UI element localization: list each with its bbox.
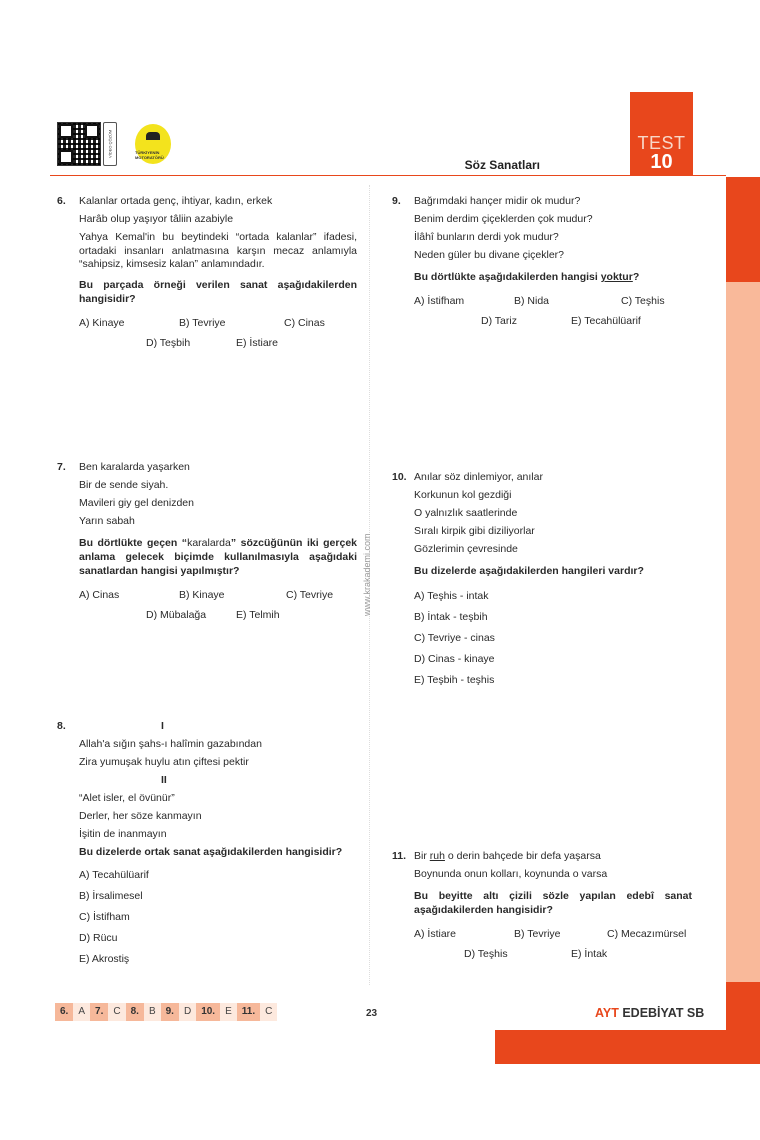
option-e[interactable]: E) Tecahülüarif [571,315,641,327]
side-band-light [726,282,760,982]
verse-text: o derin bahçede bir defa yaşarsa [444,850,601,862]
section-title: Söz Sanatları [464,158,540,172]
book-prefix: AYT [595,1006,619,1020]
book-title [595,1006,704,1020]
question-number: 11. [392,850,407,862]
question-number: 8. [57,720,66,732]
verse-line [414,847,692,865]
question-stem [414,270,692,284]
option-d[interactable]: D) Teşhis [464,948,508,960]
footer-band [495,1030,760,1064]
verse-line: Benim derdim çiçeklerden çok mudur? [414,213,593,225]
verse-line: Derler, her söze kanmayın [79,810,202,822]
publisher-badge-icon [135,124,171,164]
side-band-dark [726,177,760,282]
option-d[interactable]: D) Teşbih [146,336,191,349]
stem-highlight: karalarda [187,537,231,549]
question-stem: Bu dizelerde ortak sanat aşağıdakilerden hangisidir? [79,846,343,858]
key-question-number: 9. [161,1003,179,1021]
option-c[interactable]: C) Mecazımürsel [607,928,687,940]
verse-line: Yarın sabah [79,515,135,527]
option-b[interactable]: B) İrsalimesel [79,890,143,902]
verse-line: Sıralı kirpik gibi diziliyorlar [414,525,535,537]
verse-line: Zira yumuşak huylu atın çiftesi pektir [79,756,249,768]
hat-icon [146,132,160,140]
key-answer: C [108,1003,125,1021]
key-answer: A [73,1003,90,1021]
option-c[interactable]: C) Teşhis [621,295,665,307]
option-b[interactable]: B) Nida [514,295,550,307]
qr-code-icon[interactable] [57,122,101,166]
option-e[interactable]: E) Telmih [236,609,280,621]
option-e[interactable]: E) Teşbih - teşhis [414,674,495,686]
question-number: 6. [57,195,66,207]
stem-text: Bu dörtlükte geçen “ [79,537,188,549]
key-question-number: 6. [55,1003,73,1021]
verse-line: Kalanlar ortada genç, ihtiyar, kadın, erkek [79,195,273,207]
key-question-number: 7. [90,1003,108,1021]
key-answer: D [179,1003,196,1021]
verse-line: Korkunun kol gezdiği [414,489,512,501]
verse-line: İşitin de inanmayın [79,828,167,840]
option-d[interactable]: D) Rücu [79,932,118,944]
question-6 [57,192,357,354]
question-paragraph: Yahya Kemal'in bu beytindeki “ortada kalanlar” ifadesi, ortadaki insanları anlatmasına karşın mecaz anlamıyla “sahipsiz, kimsesiz kalan” anlamındadır. [79,231,357,270]
key-answer: C [260,1003,277,1021]
question-7 [57,458,357,626]
option-a[interactable]: A) Kinaye [79,316,125,329]
stem-text: Bu dörtlükte aşağıdakilerden hangisi [414,271,601,283]
question-number: 9. [392,195,401,207]
verse-text: Bir [414,850,430,862]
option-b[interactable]: B) Tevriye [179,316,226,329]
option-a[interactable]: A) Teşhis - intak [414,590,489,602]
question-stem: Bu beyitte altı çizili sözle yapılan edebî sanat aşağıdakilerden hangisidir? [414,890,692,916]
option-d[interactable]: D) Tariz [481,315,517,327]
test-tab [630,92,693,175]
key-question-number: 11. [237,1003,260,1021]
option-b[interactable]: B) Kinaye [179,589,225,601]
question-stem: Bu dizelerde aşağıdakilerden hangileri vardır? [414,565,644,577]
option-a[interactable]: A) İstifham [414,295,465,307]
verse-line: Neden güler bu divane çiçekler? [414,249,565,261]
key-answer: B [144,1003,161,1021]
question-11 [392,847,692,965]
verse-line: Harâb olup yaşıyor tâliin azabiyle [79,213,234,225]
option-e[interactable]: E) Akrostiş [79,953,130,965]
option-d[interactable]: D) Mübalağa [146,609,207,621]
question-9 [392,192,692,332]
badge-text: TÜRKİYENİN MOTORATÖRÜ [135,150,164,160]
stem-underlined: yoktur [600,271,633,283]
option-a[interactable]: A) Tecahülüarif [79,869,149,881]
verse-line: Bağrımdaki hançer midir ok mudur? [414,195,581,207]
option-c[interactable]: C) Tevriye - cinas [414,632,495,644]
question-10 [392,468,692,691]
watermark: www.krakademi.com [362,533,372,617]
verse-line: Boynunda onun kolları, koynunda o varsa [414,868,608,880]
verse-line: Gözlerimin çevresinde [414,543,518,555]
option-c[interactable]: C) Tevriye [286,589,334,601]
question-number: 7. [57,461,66,473]
option-e[interactable]: E) İntak [571,948,608,960]
question-8 [57,717,357,970]
verse-line: Mavileri giy gel denizden [79,497,194,509]
key-answer: E [220,1003,237,1021]
option-b[interactable]: B) İntak - teşbih [414,611,488,623]
verse-line: Allah'a sığın şahs-ı halîmin gazabından [79,738,262,750]
option-a[interactable]: A) Cinas [79,589,120,601]
book-name: EDEBİYAT SB [618,1006,705,1020]
test-label: TEST [637,133,686,153]
stem-text: ? [632,271,640,283]
verse-line: İlâhî bunların derdi yok mudur? [414,231,559,243]
option-a[interactable]: A) İstiare [414,928,457,940]
question-number: 10. [392,471,407,483]
option-e[interactable]: E) İstiare [236,336,279,349]
underlined-word: ruh [429,850,445,862]
option-c[interactable]: C) İstifham [79,911,130,923]
question-stem: Bu parçada örneği verilen sanat aşağıdakilerden hangisidir? [79,278,357,305]
part-label-i: I [161,720,164,732]
key-question-number: 8. [126,1003,144,1021]
option-c[interactable]: C) Cinas [284,316,325,329]
verse-line: “Alet isler, el övünür” [79,792,175,804]
header-rule [50,175,726,176]
stem-text: ” sözcüğünün iki gerçek anlama gelecek biçimde kullanılmasıyla aşağıdaki sanatlardan hangisi yapılmıştır? [79,537,357,577]
answer-key [55,1003,277,1021]
test-number: 10 [650,151,673,173]
page-number: 23 [366,1008,378,1019]
option-d[interactable]: D) Cinas - kinaye [414,653,495,665]
video-solution-label: VİDEO ÇÖZÜM [103,122,117,166]
verse-line: Anılar söz dinlemiyor, anılar [414,471,543,483]
key-question-number: 10. [196,1003,220,1021]
part-label-ii: II [161,774,167,786]
verse-line: Bir de sende siyah. [79,479,169,491]
verse-line: O yalnızlık saatlerinde [414,507,518,519]
verse-line: Ben karalarda yaşarken [79,461,190,473]
question-stem [79,536,357,578]
option-b[interactable]: B) Tevriye [514,928,561,940]
